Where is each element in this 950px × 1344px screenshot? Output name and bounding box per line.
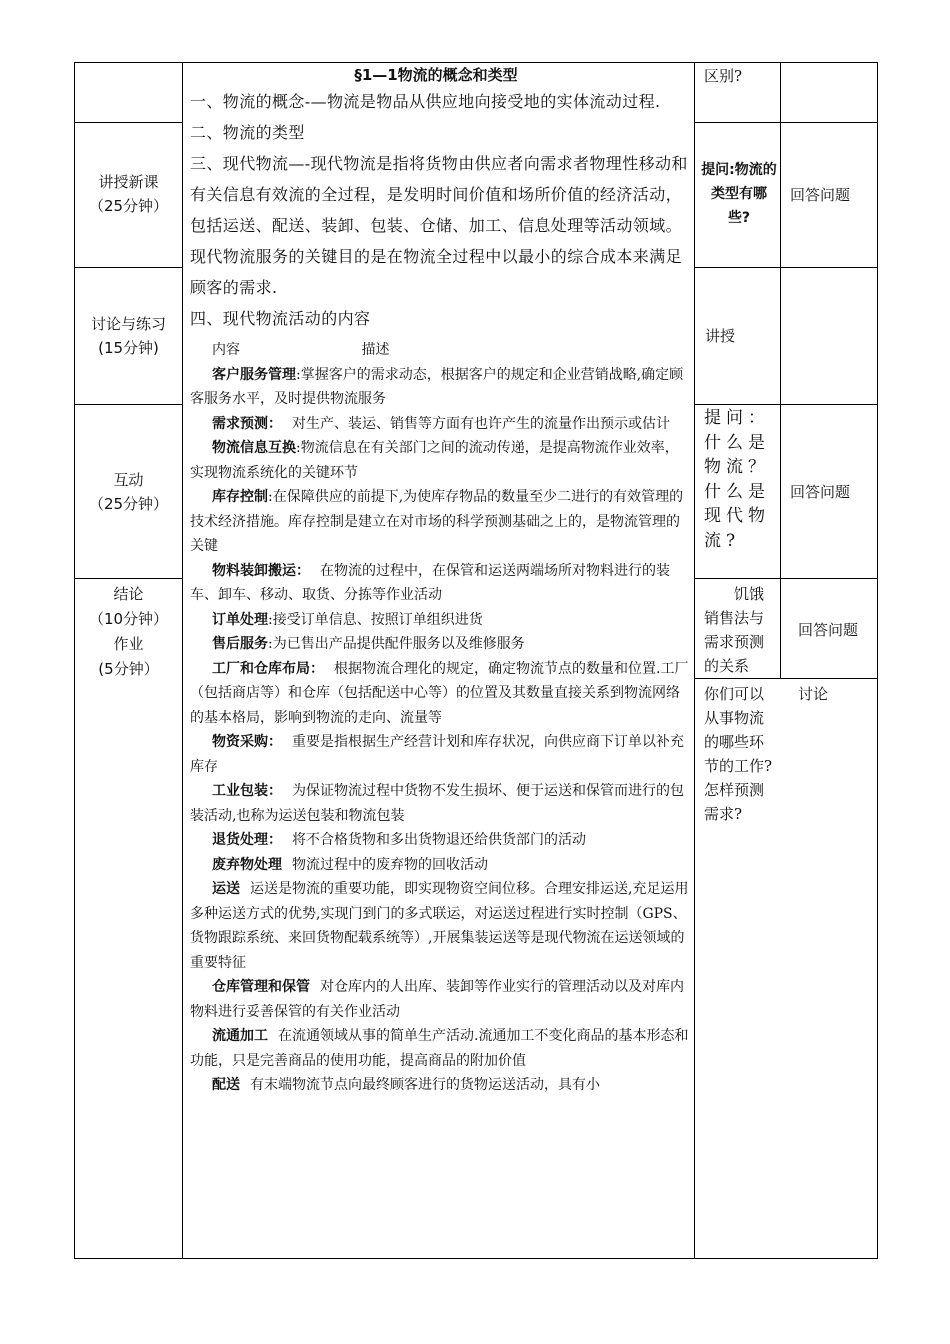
- stage-duration-homework: (5分钟）: [98, 660, 159, 678]
- stage-label: 讨论与练习: [90, 315, 166, 333]
- activity-description: 为保证物流过程中货物不发生损坏、便于运送和保管而进行的包装活动,也称为运送包装和物流包装: [190, 783, 684, 824]
- activity-term: 工业包装：: [212, 783, 282, 799]
- activity-term: 工厂和仓库布局：: [212, 660, 324, 677]
- stage-conclusion: [75, 582, 182, 682]
- activity-separator: :: [268, 636, 273, 652]
- activity-term: 订单处理: [212, 611, 268, 628]
- activity-term: 仓库管理和保管: [212, 979, 310, 995]
- student-action: 回答问题: [790, 483, 851, 501]
- teacher-cell-1: [704, 64, 778, 88]
- activity-term: 客户服务管理: [212, 366, 296, 383]
- activity-description: 重要是指根据生产经营计划和库存状况，向供应商下订单以补充库存: [190, 734, 684, 775]
- teacher-cell-6: [704, 682, 776, 826]
- stage-duration: (15分钟): [98, 339, 159, 357]
- table-border-bottom: [74, 1258, 878, 1259]
- stage-label: 互动: [113, 471, 144, 489]
- activity-item: [190, 828, 690, 853]
- stage-lecture: [75, 170, 182, 218]
- activity-description: 在物流的过程中，在保管和运送两端场所对物料进行的装车、卸车、移动、取货、分拣等作业活动: [190, 562, 670, 603]
- activity-item: [190, 730, 690, 779]
- column-divider-2: [694, 62, 695, 1259]
- student-action: 回答问题: [798, 621, 859, 639]
- activity-item: [190, 657, 690, 731]
- row-line: [74, 267, 182, 268]
- activity-term: 物资采购：: [212, 734, 282, 750]
- activity-description: 为已售出产品提供配件服务以及维修服务: [272, 636, 525, 652]
- stage-label-homework: 作业: [113, 635, 144, 653]
- column-divider-1: [182, 62, 183, 1259]
- activity-description: 在流通领域从事的简单生产活动.流通加工不变化商品的基本形态和功能，只是完善商品的使用功能，提高商品的附加价值: [190, 1028, 689, 1069]
- activity-separator: :: [296, 440, 301, 456]
- teacher-question: 提问:物流的类型有哪些?: [701, 162, 777, 226]
- content-table-header: [190, 338, 690, 363]
- activity-term: 需求预测：: [212, 415, 282, 432]
- stage-label: 结论: [113, 585, 144, 603]
- row-line: [74, 578, 182, 579]
- stage-interaction: [75, 468, 182, 516]
- activity-item: [190, 608, 690, 633]
- student-action: 回答问题: [790, 186, 851, 204]
- row-line: [74, 404, 182, 405]
- row-line: [74, 122, 182, 123]
- student-cell-4: [790, 480, 876, 504]
- activity-item: [190, 853, 690, 878]
- stage-duration: （10分钟）: [88, 610, 169, 628]
- activity-description: 对仓库内的人出库、装卸等作业实行的管理活动以及对库内物料进行妥善保管的有关作业活动: [190, 979, 684, 1020]
- concept-paragraph: 一、物流的概念-—物流是物品从供应地向接受地的实体流动过程.: [190, 92, 661, 111]
- teacher-question: 提问：什么是物流？什么是现代物流?: [704, 408, 770, 551]
- activity-item: [190, 877, 690, 975]
- table-border-right: [877, 62, 878, 1259]
- teacher-note: 区别?: [704, 67, 743, 85]
- activity-term: 库存控制: [212, 489, 268, 505]
- activity-item: [190, 632, 690, 657]
- activity-description: 掌握客户的需求动态，根据客户的规定和企业营销战略,确定顾客服务水平，及时提供物流服务: [190, 366, 684, 407]
- header-content: 内容: [212, 342, 240, 358]
- teacher-cell-3: [705, 324, 777, 348]
- modern-logistics-paragraph: 三、现代物流—-现代物流是指将货物由供应者向需求者物理性移动和有关信息有效流的全过程，是发明时间价值和场所价值的经济活动，包括运送、配送、装卸、包装、仓储、加工、信息处理等活动领域。现代物流服务的关键目的是在物流全过程中以最小的综合成本来满足顾客的需求.: [190, 154, 688, 297]
- stage-duration: （25分钟）: [88, 495, 169, 513]
- activity-description: 物流信息在有关部门之间的流动传递，是提高物流作业效率，实现物流系统化的关键环节: [190, 440, 679, 481]
- activity-term: 废弃物处理: [212, 856, 282, 873]
- teacher-topic: 饥饿销售法与需求预测的关系: [704, 585, 765, 675]
- student-cell-6: [798, 682, 876, 706]
- stage-duration: （25分钟）: [88, 197, 169, 215]
- activity-term: 售后服务: [212, 636, 268, 652]
- teacher-cell-2: [701, 158, 777, 230]
- teacher-question: 你们可以从事物流的哪些环节的工作?怎样预测需求?: [704, 685, 773, 823]
- activity-item: [190, 412, 690, 437]
- activity-item: [190, 559, 690, 608]
- activity-item: [190, 975, 690, 1024]
- types-heading: 二、物流的类型: [190, 123, 305, 142]
- student-cell-5: [798, 618, 876, 642]
- teacher-cell-4: [704, 406, 774, 553]
- activity-term: 退货处理：: [212, 832, 282, 848]
- activity-list: [190, 363, 690, 1098]
- row-line: [694, 267, 877, 268]
- stage-discussion: [75, 312, 182, 360]
- row-line: [694, 404, 877, 405]
- activity-term: 物料装卸搬运：: [212, 562, 310, 579]
- activity-description: 运送是物流的重要功能，即实现物资空间位移。合理安排运送,充足运用多种运送方式的优势,实现门到门的多式联运，对运送过程进行实时控制（GPS、货物跟踪系统、来回货物配载系统等）,开展集装运送等是现代物流在运送领域的重要特征: [190, 881, 689, 971]
- activity-term: 流通加工: [212, 1028, 268, 1044]
- activity-description: 接受订单信息、按照订单组织进货: [272, 611, 483, 628]
- activity-term: 运送: [212, 881, 240, 897]
- activity-separator: :: [296, 366, 301, 383]
- activity-item: [190, 1024, 690, 1073]
- activity-separator: :: [268, 489, 273, 505]
- section-title: §1—1物流的概念和类型: [354, 66, 518, 84]
- activity-description: 有末端物流节点向最终顾客进行的货物运送活动，具有小: [250, 1077, 600, 1093]
- activities-heading: 四、现代物流活动的内容: [190, 309, 371, 328]
- activity-description: 对生产、装运、销售等方面有也许产生的流量作出预示或估计: [292, 415, 670, 432]
- column-divider-3: [780, 62, 781, 678]
- student-action: 讨论: [798, 685, 829, 703]
- row-line: [694, 678, 877, 679]
- row-line: [694, 578, 877, 579]
- table-border-top: [74, 62, 878, 63]
- activity-separator: :: [268, 611, 273, 628]
- header-description: 描述: [361, 342, 390, 358]
- stage-label: 讲授新课: [98, 173, 159, 191]
- activity-item: [190, 1073, 690, 1098]
- activity-description: 物流过程中的废弃物的回收活动: [292, 856, 488, 873]
- activity-description: 在保障供应的前提下,为使库存物品的数量至少二进行的有效管理的技术经济措施。库存控制是建立在对市场的科学预测基础之上的，是物流管理的关键: [190, 489, 684, 554]
- teacher-lecture: 讲授: [705, 327, 736, 345]
- activity-item: [190, 779, 690, 828]
- activity-item: [190, 485, 690, 559]
- lesson-content: [190, 64, 690, 1098]
- activity-description: 将不合格货物和多出货物退还给供货部门的活动: [292, 832, 586, 848]
- activity-term: 配送: [212, 1077, 240, 1093]
- activity-term: 物流信息互换: [212, 440, 296, 456]
- activity-item: [190, 436, 690, 485]
- teacher-cell-5: [704, 582, 776, 678]
- student-cell-2: [790, 183, 876, 207]
- activity-item: [190, 363, 690, 412]
- row-line: [694, 122, 877, 123]
- activity-description: 根据物流合理化的规定，确定物流节点的数量和位置.工厂（包括商店等）和仓库（包括配送中心等）的位置及其数量直接关系到物流网络的基本格局，影响到物流的走向、流量等: [190, 660, 689, 726]
